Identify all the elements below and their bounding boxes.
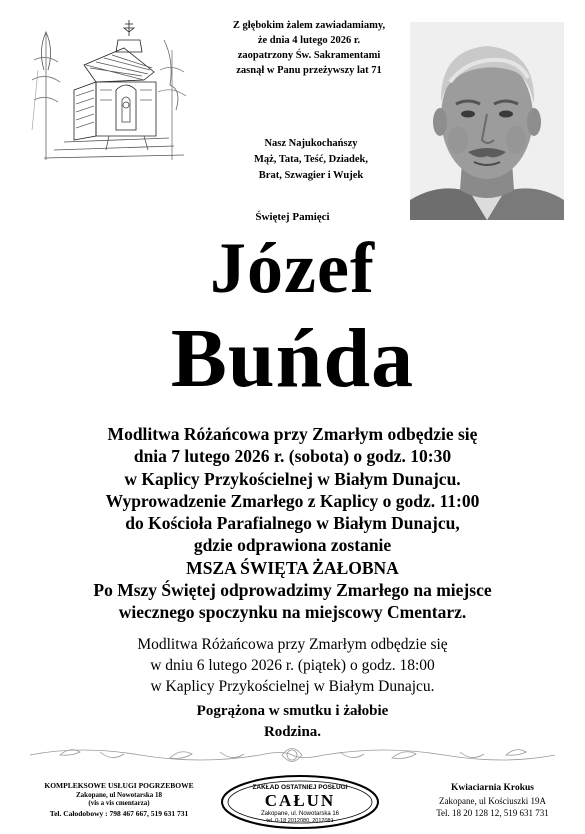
first-name: Józef xyxy=(210,228,375,308)
florist-phone: Tel. 18 20 128 12, 519 631 731 xyxy=(436,808,549,818)
funeral-line: w Kaplicy Przykościelnej w Białym Dunajcu. xyxy=(124,468,461,489)
funeral-home-name: KOMPLEKSOWE USŁUGI POGRZEBOWE xyxy=(44,781,194,790)
funeral-line: Modlitwa Różańcowa przy Zmarłym odbędzie się xyxy=(107,424,478,444)
calun-logo xyxy=(218,770,382,830)
funeral-home-phone: Tel. Całodobowy : 798 467 667, 519 631 731 xyxy=(49,808,189,818)
funeral-announcement xyxy=(10,423,575,624)
prayer-line: w dniu 6 lutego 2026 r. (piątek) o godz. 18:00 xyxy=(150,657,435,674)
funeral-line: do Kościoła Parafialnego w Białym Dunajcu, xyxy=(125,513,460,534)
intro-line: zaopatrzony Św. Sakramentami xyxy=(237,50,381,61)
mourning-line: Rodzina. xyxy=(263,724,322,740)
prayer-line: Modlitwa Różańcowa przy Zmarłym odbędzie się xyxy=(137,636,448,653)
mourning-line: Pogrążona w smutku i żałobie xyxy=(196,703,389,719)
intro-line: zasnął w Panu przeżywszy lat 71 xyxy=(236,65,382,76)
funeral-line: gdzie odprawiona zostanie xyxy=(193,535,392,556)
funeral-home-address: Zakopane, ul Nowotarska 18 xyxy=(76,790,162,799)
florist-address: Zakopane, ul Kościuszki 19A xyxy=(439,795,546,806)
funeral-home-note: (vis a vis cmentarza) xyxy=(88,799,150,808)
logo-phone: tel. 0-18 2012080, 2012081 xyxy=(266,818,334,824)
family-relations xyxy=(226,136,396,184)
logo-top-text: ZAKŁAD OSTATNIEJ POSŁUGI xyxy=(252,784,348,791)
funeral-line: dnia 7 lutego 2026 r. (sobota) o godz. 10:30 xyxy=(133,446,452,467)
logo-address: Zakopane, ul. Nowotarska 16 xyxy=(260,811,340,817)
prayer-line: w Kaplicy Przykościelnej w Białym Dunajcu. xyxy=(150,678,435,695)
prayer-announcement xyxy=(10,634,575,697)
floral-ornament-icon xyxy=(20,740,565,770)
portrait-photo xyxy=(410,22,564,220)
family-line: Nasz Najukochańszy xyxy=(264,138,358,149)
intro-line: Z głębokim żalem zawiadamiamy, xyxy=(232,20,386,31)
mourning-signature xyxy=(0,701,585,743)
family-line: Brat, Szwagier i Wujek xyxy=(258,170,364,181)
intro-line: że dnia 4 lutego 2026 r. xyxy=(257,35,361,46)
florist-info xyxy=(410,782,575,820)
family-line: Mąż, Tata, Teść, Dziadek, xyxy=(253,154,369,165)
memory-label: Świętej Pamięci xyxy=(255,211,330,223)
funeral-line: Po Mszy Świętej odprowadzimy Zmarłego na miejsce xyxy=(93,580,492,601)
chapel-sketch-icon xyxy=(24,10,194,180)
funeral-home-info xyxy=(24,782,214,818)
logo-name: CAŁUN xyxy=(264,791,336,810)
funeral-line: MSZA ŚWIĘTA ŻAŁOBNA xyxy=(186,557,399,578)
florist-name: Kwiaciarnia Krokus xyxy=(451,783,534,793)
funeral-line: Wyprowadzenie Zmarłego z Kaplicy o godz. 11:00 xyxy=(105,490,480,511)
intro-text xyxy=(214,18,404,78)
funeral-line: wiecznego spoczynku na miejscowy Cmentarz. xyxy=(118,602,467,623)
last-name: Buńda xyxy=(170,312,415,405)
